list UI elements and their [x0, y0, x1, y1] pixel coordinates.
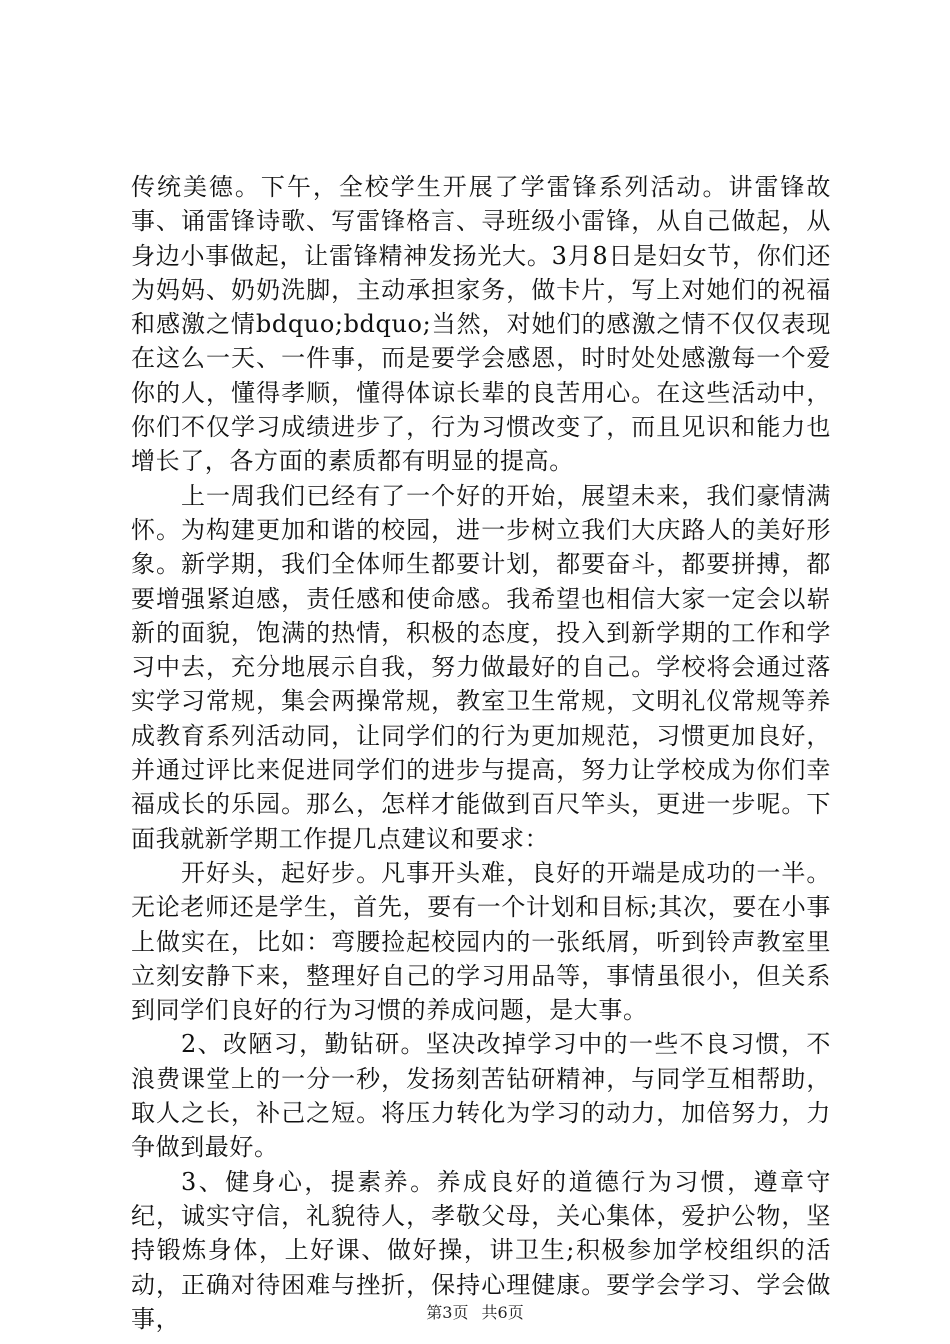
- paragraph-health: 3、健身心，提素养。养成良好的道德行为习惯，遵章守纪，诚实守信，礼貌待人，孝敬父母，关心集体，爱护公物，坚持锻炼身体，上好课、做好操，讲卫生;积极参加学校组织的活动，正确对待困难与挫折，保持心理健康。要学会学习、学会做事，: [131, 1167, 831, 1333]
- page-total: 共6页: [481, 1303, 524, 1322]
- document-body: [131, 170, 831, 1336]
- paragraph-study-habits: 2、改陋习，勤钻研。坚决改掉学习中的一些不良习惯，不浪费课堂上的一分一秒，发扬刻苦钻研精神，与同学互相帮助，取人之长，补己之短。将压力转化为学习的动力，加倍努力，力争做到最好。: [131, 1030, 831, 1162]
- paragraph-outlook: 上一周我们已经有了一个好的开始，展望未来，我们豪情满怀。为构建更加和谐的校园，进一步树立我们大庆路人的美好形象。新学期，我们全体师生都要计划，都要奋斗，都要拼搏，都要增强紧迫感，责任感和使命感。我希望也相信大家一定会以崭新的面貌，饱满的热情，积极的态度，投入到新学期的工作和学习中去，充分地展示自我，努力做最好的自己。学校将会通过落实学习常规，集会两操常规，教室卫生常规，文明礼仪常规等养成教育系列活动同，让同学们的行为更加规范，习惯更加良好，并通过评比来促进同学们的进步与提高，努力让学校成为你们幸福成长的乐园。那么，怎样才能做到百尺竿头，更进一步呢。下面我就新学期工作提几点建议和要求：: [131, 481, 831, 853]
- page-footer: [0, 1303, 950, 1323]
- page-number: 第3页: [426, 1303, 469, 1322]
- paragraph-good-start: 开好头，起好步。凡事开头难，良好的开端是成功的一半。无论老师还是学生，首先，要有一个计划和目标;其次，要在小事上做实在，比如：弯腰捡起校园内的一张纸屑，听到铃声教室里立刻安静下来，整理好自己的学习用品等，事情虽很小，但关系到同学们良好的行为习惯的养成问题，是大事。: [131, 858, 831, 1025]
- paragraph-continuation: 传统美德。下午，全校学生开展了学雷锋系列活动。讲雷锋故事、诵雷锋诗歌、写雷锋格言、寻班级小雷锋，从自己做起，从身边小事做起，让雷锋精神发扬光大。3月8日是妇女节，你们还为妈妈、奶奶洗脚，主动承担家务，做卡片，写上对她们的祝福和感激之情bdquo;bdquo;当然，对她们的感激之情不仅仅表现在这么一天、一件事，而是要学会感恩，时时处处感激每一个爱你的人，懂得孝顺，懂得体谅长辈的良苦用心。在这些活动中，你们不仅学习成绩进步了，行为习惯改变了，而且见识和能力也增长了，各方面的素质都有明显的提高。: [131, 173, 831, 476]
